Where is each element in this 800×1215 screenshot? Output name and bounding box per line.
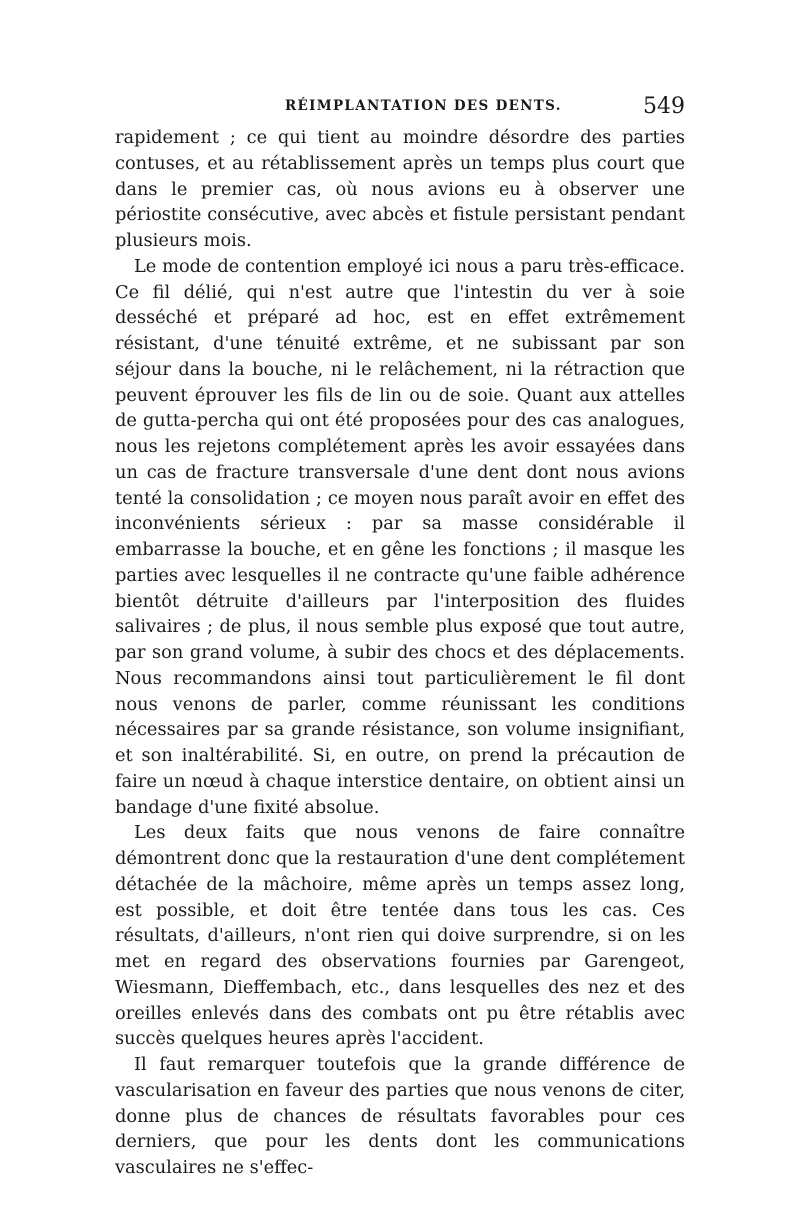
paragraph-4: Il faut remarquer toutefois que la grande différence de vascularisation en faveur des parties que nous venons de citer, donne plus de chances de résultats favorables pour ces derniers, que pour les dents dont les communications vasculaires ne s'effec- xyxy=(115,1054,685,1178)
paragraph-3: Les deux faits que nous venons de faire connaître démontrent donc que la restauration d'une dent complétement détachée de la mâchoire, même après un temps assez long, est possible, et doit être tentée dans tous les cas. Ces résultats, d'ailleurs, n'ont rien qui doive surprendre, si on les met en regard des observations fournies par Garengeot, Wiesmann, Dieffembach, etc., dans lesquelles des nez et des oreilles enlevés dans des combats ont pu être rétablis avec succès quelques heures après l'accident. xyxy=(115,822,685,1050)
running-title: RÉIMPLANTATION DES DENTS. xyxy=(285,98,562,114)
running-head xyxy=(115,94,685,124)
page-number: 549 xyxy=(643,94,685,119)
paragraph-1: rapidement ; ce qui tient au moindre désordre des parties contuses, et au rétablissement après un temps plus court que dans le premier cas, où nous avions eu à observer une périostite consécutive, avec abcès et fistule persistant pendant plusieurs mois. xyxy=(115,127,685,251)
paragraph-2: Le mode de contention employé ici nous a paru très-efficace. Ce fil délié, qui n'est autre que l'intestin du ver à soie desséché et préparé ad hoc, est en effet extrêmement résistant, d'une ténuité extrême, et ne subissant par son séjour dans la bouche, ni le relâchement, ni la rétraction que peuvent éprouver les fils de lin ou de soie. Quant aux attelles de gutta-percha qui ont été proposées pour des cas analogues, nous les rejetons complétement après les avoir essayées dans un cas de fracture transversale d'une dent dont nous avions tenté la consolidation ; ce moyen nous paraît avoir en effet des inconvénients sérieux : par sa masse considérable il embarrasse la bouche, et en gêne les fonctions ; il masque les parties avec lesquelles il ne contracte qu'une faible adhérence bientôt détruite d'ailleurs par l'interposition des fluides salivaires ; de plus, il nous semble plus exposé que tout autre, par son grand volume, à subir des chocs et des déplacements. Nous recommandons ainsi tout particulièrement le fil dont nous venons de parler, comme réunissant les conditions nécessaires par sa grande résistance, son volume insignifiant, et son inaltérabilité. Si, en outre, on prend la précaution de faire un nœud à chaque interstice dentaire, on obtient ainsi un bandage d'une fixité absolue. xyxy=(115,255,685,818)
body-text xyxy=(115,125,685,1181)
